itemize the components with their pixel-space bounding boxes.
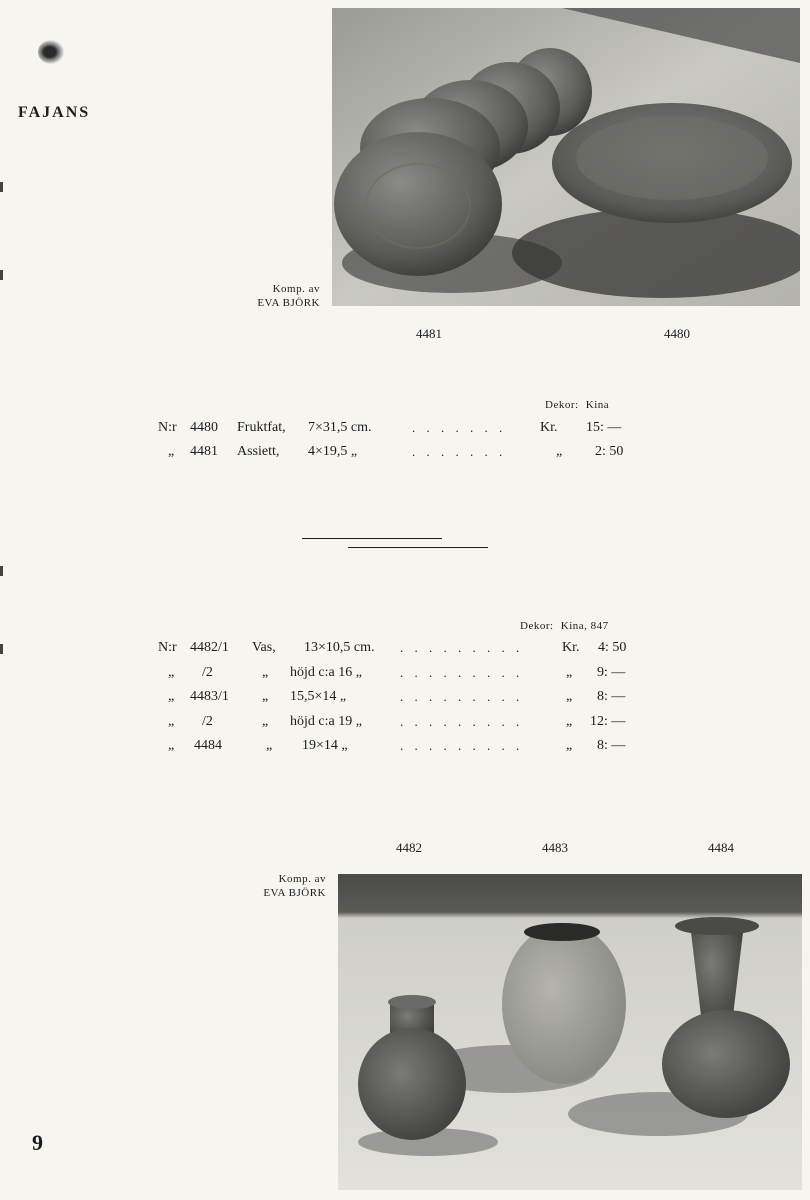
price-row <box>0 444 810 464</box>
edge-mark <box>0 270 3 280</box>
row-prefix: „ <box>168 665 175 680</box>
row-price: 9: — <box>597 665 626 680</box>
binder-hole-icon <box>38 40 64 64</box>
credit-name: EVA BJÖRK <box>263 887 326 899</box>
dekor-key: Dekor: <box>545 399 579 411</box>
separator-rule <box>302 538 442 539</box>
row-prefix: „ <box>168 738 175 753</box>
row-desc: 13×10,5 cm. <box>304 640 375 655</box>
price-row <box>0 640 810 660</box>
designer-credit <box>200 282 320 310</box>
photo-label-4481: 4481 <box>416 326 442 341</box>
photo-label-4480: 4480 <box>664 326 690 341</box>
row-price: 12: — <box>590 714 626 729</box>
dekor-key: Dekor: <box>520 620 554 632</box>
row-dots: . . . . . . . <box>412 420 507 435</box>
row-number: 4481 <box>190 444 218 459</box>
row-desc: 19×14 „ <box>302 738 348 753</box>
row-price: 8: — <box>597 689 626 704</box>
dekor-label <box>520 620 609 632</box>
designer-credit <box>200 872 326 900</box>
row-number: 4484 <box>194 738 222 753</box>
row-prefix: N:r <box>158 420 177 435</box>
row-name: Fruktfat, <box>237 420 286 435</box>
row-name: Assiett, <box>237 444 280 459</box>
price-row <box>0 665 810 685</box>
row-number: 4482/1 <box>190 640 229 655</box>
dekor-label <box>545 399 609 411</box>
row-dots: . . . . . . . . . <box>400 689 524 704</box>
credit-line: Komp. av <box>272 283 320 295</box>
row-price: 4: 50 <box>598 640 627 655</box>
price-row <box>0 714 810 734</box>
row-prefix: N:r <box>158 640 177 655</box>
row-size: 4×19,5 „ <box>308 444 358 459</box>
price-row <box>0 738 810 758</box>
row-currency: „ <box>566 714 573 729</box>
row-currency: „ <box>566 689 573 704</box>
bowls-photo <box>332 8 800 306</box>
row-number: 4483/1 <box>190 689 229 704</box>
row-number: /2 <box>202 665 213 680</box>
row-currency: Kr. <box>540 420 558 435</box>
row-ditto: Vas, <box>252 640 276 655</box>
dekor-value: Kina <box>585 399 610 411</box>
vases-photo <box>338 874 802 1190</box>
row-dots: . . . . . . . . . <box>400 665 524 680</box>
credit-line: Komp. av <box>278 873 326 885</box>
row-dots: . . . . . . . . . <box>400 738 524 753</box>
row-currency: Kr. <box>562 640 580 655</box>
row-desc: höjd c:a 19 „ <box>290 714 362 729</box>
row-prefix: „ <box>168 714 175 729</box>
row-ditto: „ <box>262 689 269 704</box>
row-prefix: „ <box>168 444 175 459</box>
row-currency: „ <box>566 738 573 753</box>
row-ditto: „ <box>262 714 269 729</box>
row-dots: . . . . . . . . . <box>400 640 524 655</box>
row-ditto: „ <box>266 738 273 753</box>
row-desc: 15,5×14 „ <box>290 689 347 704</box>
page-number: 9 <box>32 1130 43 1155</box>
row-ditto: „ <box>262 665 269 680</box>
row-prefix: „ <box>168 689 175 704</box>
section-title: FAJANS <box>18 104 91 121</box>
row-currency: „ <box>556 444 563 459</box>
price-row <box>0 420 810 440</box>
dekor-value: Kina, 847 <box>560 620 609 632</box>
row-price: 15: — <box>586 420 622 435</box>
row-price: 8: — <box>597 738 626 753</box>
row-price: 2: 50 <box>595 444 624 459</box>
row-number: /2 <box>202 714 213 729</box>
row-dots: . . . . . . . <box>412 444 507 459</box>
row-dots: . . . . . . . . . <box>400 714 524 729</box>
row-number: 4480 <box>190 420 218 435</box>
separator-rule <box>348 547 488 548</box>
row-currency: „ <box>566 665 573 680</box>
photo-label-4484: 4484 <box>708 840 734 855</box>
credit-name: EVA BJÖRK <box>257 297 320 309</box>
price-row <box>0 689 810 709</box>
photo-label-4482: 4482 <box>396 840 422 855</box>
row-desc: höjd c:a 16 „ <box>290 665 362 680</box>
row-size: 7×31,5 cm. <box>308 420 372 435</box>
edge-mark <box>0 566 3 576</box>
edge-mark <box>0 182 3 192</box>
photo-label-4483: 4483 <box>542 840 568 855</box>
